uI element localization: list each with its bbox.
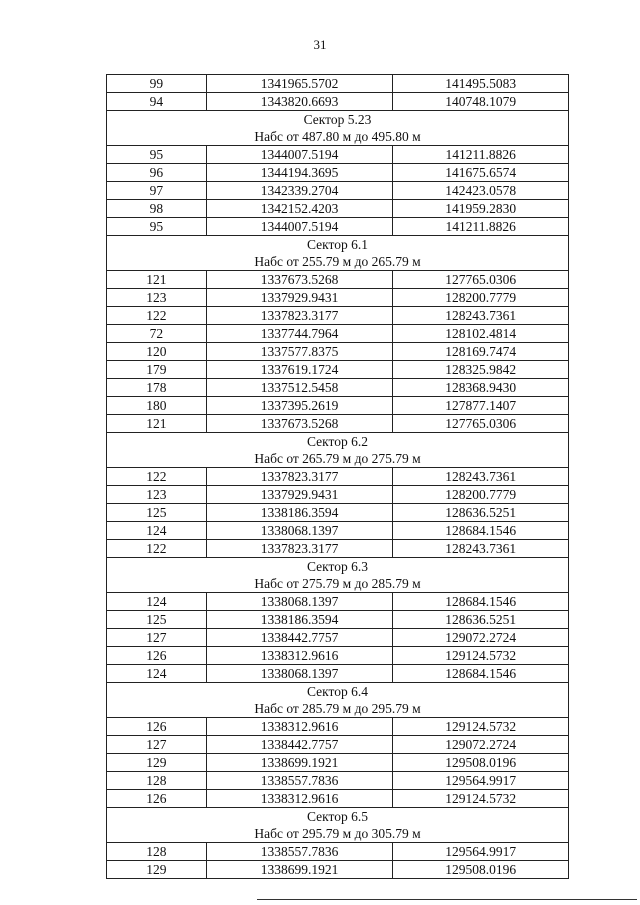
table-row <box>107 182 569 200</box>
x-coordinate: 1337673.5268 <box>206 415 393 433</box>
x-coordinate: 1337929.9431 <box>206 486 393 504</box>
x-coordinate: 1341965.5702 <box>206 75 393 93</box>
sector-title-row <box>107 433 569 451</box>
sector-range-row <box>107 450 569 468</box>
table-row <box>107 379 569 397</box>
sector-title-row <box>107 111 569 129</box>
coordinates-table-body <box>107 75 569 879</box>
point-number: 121 <box>107 415 207 433</box>
point-number: 126 <box>107 647 207 665</box>
x-coordinate: 1338442.7757 <box>206 736 393 754</box>
x-coordinate: 1342152.4203 <box>206 200 393 218</box>
y-coordinate: 128636.5251 <box>393 504 569 522</box>
table-row <box>107 343 569 361</box>
point-number: 95 <box>107 146 207 164</box>
y-coordinate: 129124.5732 <box>393 647 569 665</box>
point-number: 127 <box>107 736 207 754</box>
table-row <box>107 718 569 736</box>
y-coordinate: 141495.5083 <box>393 75 569 93</box>
sector-title-row <box>107 808 569 826</box>
sector-title: Сектор 6.2 <box>107 433 569 451</box>
sector-range-row <box>107 700 569 718</box>
sector-height-range: Набс от 487.80 м до 495.80 м <box>107 128 569 146</box>
page-number: 31 <box>313 37 327 52</box>
y-coordinate: 128636.5251 <box>393 611 569 629</box>
x-coordinate: 1338557.7836 <box>206 772 393 790</box>
y-coordinate: 128368.9430 <box>393 379 569 397</box>
table-row <box>107 736 569 754</box>
point-number: 125 <box>107 611 207 629</box>
table-row <box>107 200 569 218</box>
y-coordinate: 129072.2724 <box>393 629 569 647</box>
y-coordinate: 128243.7361 <box>393 468 569 486</box>
point-number: 124 <box>107 522 207 540</box>
sector-height-range: Набс от 255.79 м до 265.79 м <box>107 253 569 271</box>
point-number: 179 <box>107 361 207 379</box>
y-coordinate: 129508.0196 <box>393 754 569 772</box>
table-row <box>107 504 569 522</box>
table-row <box>107 861 569 879</box>
sector-title: Сектор 6.1 <box>107 236 569 254</box>
table-row <box>107 540 569 558</box>
x-coordinate: 1337395.2619 <box>206 397 393 415</box>
table-row <box>107 325 569 343</box>
x-coordinate: 1338312.9616 <box>206 790 393 808</box>
sector-range-row <box>107 575 569 593</box>
x-coordinate: 1337577.8375 <box>206 343 393 361</box>
point-number: 128 <box>107 843 207 861</box>
point-number: 180 <box>107 397 207 415</box>
point-number: 129 <box>107 861 207 879</box>
table-row <box>107 93 569 111</box>
x-coordinate: 1342339.2704 <box>206 182 393 200</box>
y-coordinate: 128684.1546 <box>393 522 569 540</box>
y-coordinate: 142423.0578 <box>393 182 569 200</box>
x-coordinate: 1337619.1724 <box>206 361 393 379</box>
sector-title: Сектор 6.5 <box>107 808 569 826</box>
table-row <box>107 397 569 415</box>
point-number: 127 <box>107 629 207 647</box>
bottom-divider-line <box>257 899 637 900</box>
y-coordinate: 127765.0306 <box>393 415 569 433</box>
x-coordinate: 1338186.3594 <box>206 611 393 629</box>
point-number: 124 <box>107 665 207 683</box>
sector-title: Сектор 6.3 <box>107 558 569 576</box>
x-coordinate: 1337512.5458 <box>206 379 393 397</box>
point-number: 126 <box>107 790 207 808</box>
sector-title-row <box>107 236 569 254</box>
sector-title: Сектор 6.4 <box>107 683 569 701</box>
table-row <box>107 593 569 611</box>
point-number: 124 <box>107 593 207 611</box>
table-row <box>107 307 569 325</box>
y-coordinate: 128200.7779 <box>393 486 569 504</box>
table-row <box>107 790 569 808</box>
y-coordinate: 129564.9917 <box>393 772 569 790</box>
x-coordinate: 1337929.9431 <box>206 289 393 307</box>
x-coordinate: 1338312.9616 <box>206 718 393 736</box>
point-number: 96 <box>107 164 207 182</box>
x-coordinate: 1337823.3177 <box>206 307 393 325</box>
table-row <box>107 486 569 504</box>
x-coordinate: 1338699.1921 <box>206 861 393 879</box>
point-number: 121 <box>107 271 207 289</box>
table-row <box>107 75 569 93</box>
y-coordinate: 129564.9917 <box>393 843 569 861</box>
x-coordinate: 1344007.5194 <box>206 218 393 236</box>
sector-range-row <box>107 825 569 843</box>
x-coordinate: 1343820.6693 <box>206 93 393 111</box>
table-row <box>107 647 569 665</box>
x-coordinate: 1338068.1397 <box>206 593 393 611</box>
sector-height-range: Набс от 295.79 м до 305.79 м <box>107 825 569 843</box>
x-coordinate: 1338068.1397 <box>206 665 393 683</box>
table-row <box>107 289 569 307</box>
point-number: 95 <box>107 218 207 236</box>
point-number: 122 <box>107 540 207 558</box>
table-row <box>107 218 569 236</box>
y-coordinate: 129124.5732 <box>393 790 569 808</box>
coordinates-table <box>106 74 569 879</box>
y-coordinate: 127877.1407 <box>393 397 569 415</box>
sector-title: Сектор 5.23 <box>107 111 569 129</box>
y-coordinate: 128102.4814 <box>393 325 569 343</box>
y-coordinate: 128684.1546 <box>393 593 569 611</box>
table-row <box>107 522 569 540</box>
y-coordinate: 141211.8826 <box>393 218 569 236</box>
table-row <box>107 164 569 182</box>
table-row <box>107 629 569 647</box>
sector-height-range: Набс от 275.79 м до 285.79 м <box>107 575 569 593</box>
x-coordinate: 1337673.5268 <box>206 271 393 289</box>
y-coordinate: 128325.9842 <box>393 361 569 379</box>
y-coordinate: 141959.2830 <box>393 200 569 218</box>
point-number: 94 <box>107 93 207 111</box>
table-row <box>107 665 569 683</box>
y-coordinate: 128169.7474 <box>393 343 569 361</box>
table-row <box>107 146 569 164</box>
table-row <box>107 271 569 289</box>
sector-title-row <box>107 558 569 576</box>
y-coordinate: 127765.0306 <box>393 271 569 289</box>
table-row <box>107 843 569 861</box>
table-row <box>107 361 569 379</box>
point-number: 120 <box>107 343 207 361</box>
x-coordinate: 1338699.1921 <box>206 754 393 772</box>
point-number: 123 <box>107 289 207 307</box>
x-coordinate: 1338557.7836 <box>206 843 393 861</box>
sector-range-row <box>107 253 569 271</box>
sector-height-range: Набс от 265.79 м до 275.79 м <box>107 450 569 468</box>
point-number: 97 <box>107 182 207 200</box>
y-coordinate: 128684.1546 <box>393 665 569 683</box>
x-coordinate: 1344007.5194 <box>206 146 393 164</box>
x-coordinate: 1338312.9616 <box>206 647 393 665</box>
point-number: 72 <box>107 325 207 343</box>
x-coordinate: 1337744.7964 <box>206 325 393 343</box>
x-coordinate: 1337823.3177 <box>206 468 393 486</box>
point-number: 99 <box>107 75 207 93</box>
table-row <box>107 468 569 486</box>
sector-range-row <box>107 128 569 146</box>
sector-height-range: Набс от 285.79 м до 295.79 м <box>107 700 569 718</box>
y-coordinate: 128243.7361 <box>393 540 569 558</box>
y-coordinate: 129072.2724 <box>393 736 569 754</box>
table-row <box>107 415 569 433</box>
x-coordinate: 1338442.7757 <box>206 629 393 647</box>
y-coordinate: 129124.5732 <box>393 718 569 736</box>
point-number: 128 <box>107 772 207 790</box>
point-number: 98 <box>107 200 207 218</box>
y-coordinate: 128200.7779 <box>393 289 569 307</box>
point-number: 125 <box>107 504 207 522</box>
table-row <box>107 772 569 790</box>
point-number: 129 <box>107 754 207 772</box>
x-coordinate: 1338186.3594 <box>206 504 393 522</box>
y-coordinate: 140748.1079 <box>393 93 569 111</box>
y-coordinate: 128243.7361 <box>393 307 569 325</box>
y-coordinate: 129508.0196 <box>393 861 569 879</box>
x-coordinate: 1338068.1397 <box>206 522 393 540</box>
table-row <box>107 754 569 772</box>
point-number: 122 <box>107 307 207 325</box>
table-row <box>107 611 569 629</box>
sector-title-row <box>107 683 569 701</box>
x-coordinate: 1344194.3695 <box>206 164 393 182</box>
point-number: 123 <box>107 486 207 504</box>
point-number: 122 <box>107 468 207 486</box>
y-coordinate: 141211.8826 <box>393 146 569 164</box>
point-number: 178 <box>107 379 207 397</box>
x-coordinate: 1337823.3177 <box>206 540 393 558</box>
y-coordinate: 141675.6574 <box>393 164 569 182</box>
point-number: 126 <box>107 718 207 736</box>
